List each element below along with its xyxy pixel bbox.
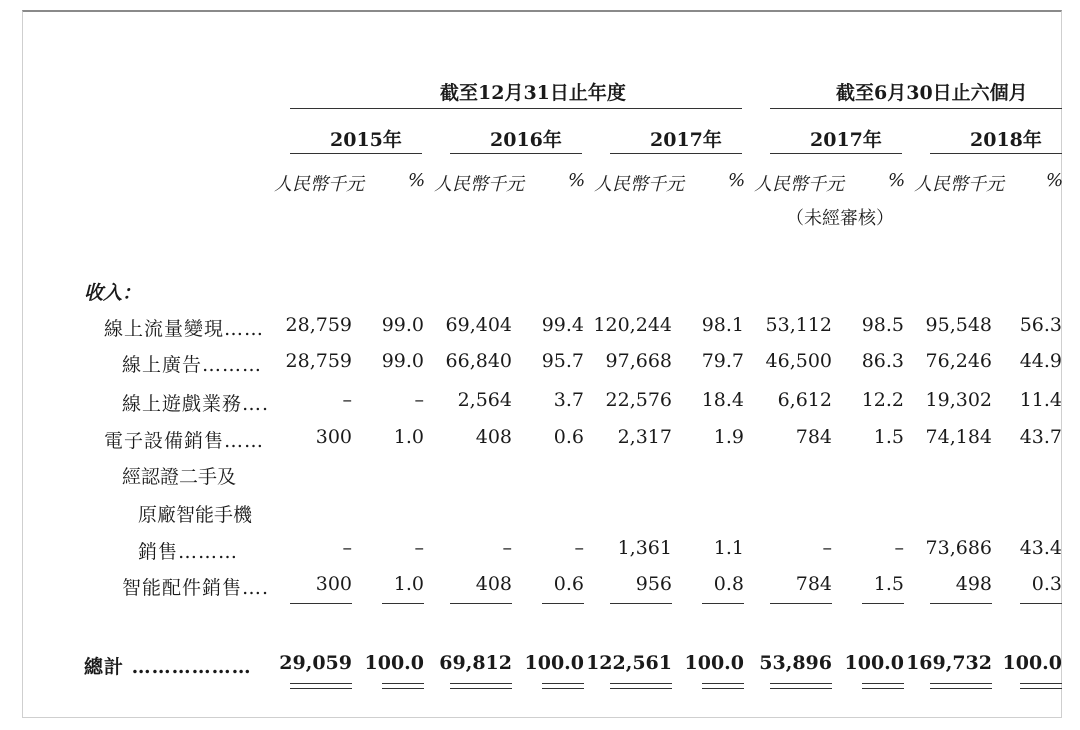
year-rule — [770, 153, 902, 154]
table-cell: 408 — [475, 573, 512, 595]
column-total-double-rule — [770, 683, 832, 689]
table-cell: 11.4 — [1019, 389, 1062, 411]
column-subtotal-rule — [862, 603, 904, 604]
table-cell: 28,759 — [285, 350, 352, 372]
column-subtotal-rule — [702, 603, 744, 604]
table-cell: 95,548 — [925, 314, 992, 336]
table-cell: 28,759 — [285, 314, 352, 336]
column-total-double-rule — [610, 683, 672, 689]
unit-rmb-header: 人民幣千元 — [434, 174, 524, 195]
year-rule — [610, 153, 742, 154]
six-month-group-header: 截至6月30日止六個月 — [836, 82, 1028, 104]
table-cell: 1.0 — [393, 573, 424, 595]
row-label: 原廠智能手機 — [138, 504, 253, 526]
row-label: 線上廣告……… — [122, 354, 263, 376]
table-cell: 56.3 — [1019, 314, 1062, 336]
unit-pct-header: % — [408, 170, 426, 191]
table-cell: 1.9 — [713, 426, 744, 448]
row-label: 電子設備銷售…… — [104, 430, 265, 452]
table-cell: 43.4 — [1019, 537, 1062, 559]
table-cell: 76,246 — [925, 350, 992, 372]
table-cell: 99.0 — [381, 350, 424, 372]
total-cell: 100.0 — [684, 652, 744, 674]
total-cell: 69,812 — [439, 652, 512, 674]
table-cell: 1.1 — [713, 537, 744, 559]
total-cell: 100.0 — [364, 652, 424, 674]
table-cell: 784 — [795, 426, 832, 448]
table-cell: 956 — [635, 573, 672, 595]
year-header: 2018年 — [970, 129, 1042, 151]
row-label: 經認證二手及 — [122, 466, 237, 488]
table-cell: – — [502, 537, 512, 559]
table-cell: 43.7 — [1019, 426, 1062, 448]
table-cell: 19,302 — [925, 389, 992, 411]
total-cell: 169,732 — [906, 652, 992, 674]
table-cell: 2,564 — [457, 389, 512, 411]
table-cell: 1.0 — [393, 426, 424, 448]
unit-rmb-header: 人民幣千元 — [754, 174, 844, 195]
column-total-double-rule — [542, 683, 584, 689]
unit-pct-header: % — [568, 170, 586, 191]
table-cell: 498 — [955, 573, 992, 595]
year-rule — [290, 153, 422, 154]
total-cell: 100.0 — [1002, 652, 1062, 674]
column-subtotal-rule — [930, 603, 992, 604]
table-cell: 46,500 — [765, 350, 832, 372]
table-cell: 22,576 — [605, 389, 672, 411]
total-cell: 100.0 — [524, 652, 584, 674]
column-total-double-rule — [382, 683, 424, 689]
row-label: 線上流量變現…… — [104, 318, 265, 340]
year-end-group-header: 截至12月31日止年度 — [440, 82, 626, 104]
column-subtotal-rule — [290, 603, 352, 604]
table-cell: 73,686 — [925, 537, 992, 559]
column-subtotal-rule — [770, 603, 832, 604]
year-header: 2017年 — [650, 129, 722, 151]
table-cell: 1.5 — [873, 426, 904, 448]
table-cell: – — [822, 537, 832, 559]
table-cell: 53,112 — [765, 314, 832, 336]
table-cell: – — [414, 389, 424, 411]
column-total-double-rule — [290, 683, 352, 689]
column-subtotal-rule — [1020, 603, 1062, 604]
table-cell: 120,244 — [593, 314, 672, 336]
section-label-revenue: 收入： — [84, 282, 142, 304]
row-label: 銷售……… — [138, 541, 239, 563]
table-cell: 3.7 — [553, 389, 584, 411]
table-cell: 1,361 — [617, 537, 672, 559]
table-cell: 0.6 — [553, 573, 584, 595]
table-cell: 97,668 — [605, 350, 672, 372]
table-cell: 99.0 — [381, 314, 424, 336]
table-cell: 1.5 — [873, 573, 904, 595]
total-label: 總計 ……………… — [84, 656, 252, 678]
total-cell: 100.0 — [844, 652, 904, 674]
table-cell: 98.1 — [701, 314, 744, 336]
table-cell: 300 — [315, 426, 352, 448]
year-rule — [450, 153, 582, 154]
total-cell: 53,896 — [759, 652, 832, 674]
column-total-double-rule — [930, 683, 992, 689]
table-cell: 69,404 — [445, 314, 512, 336]
column-total-double-rule — [1020, 683, 1062, 689]
table-cell: 784 — [795, 573, 832, 595]
year-end-group-rule — [290, 108, 742, 109]
row-label: 智能配件銷售…. — [122, 577, 270, 599]
column-subtotal-rule — [450, 603, 512, 604]
table-cell: 95.7 — [541, 350, 584, 372]
year-header: 2017年 — [810, 129, 882, 151]
table-cell: 66,840 — [445, 350, 512, 372]
year-header: 2015年 — [330, 129, 402, 151]
table-cell: 408 — [475, 426, 512, 448]
year-header: 2016年 — [490, 129, 562, 151]
unit-pct-header: % — [1046, 170, 1064, 191]
unit-pct-header: % — [728, 170, 746, 191]
column-subtotal-rule — [610, 603, 672, 604]
table-cell: – — [414, 537, 424, 559]
table-cell: 12.2 — [861, 389, 904, 411]
unit-rmb-header: 人民幣千元 — [914, 174, 1004, 195]
column-total-double-rule — [450, 683, 512, 689]
table-cell: 99.4 — [541, 314, 584, 336]
row-label: 線上遊戲業務…. — [122, 393, 270, 415]
year-rule — [930, 153, 1062, 154]
table-cell: – — [342, 389, 352, 411]
table-cell: – — [342, 537, 352, 559]
table-cell: – — [574, 537, 584, 559]
total-cell: 122,561 — [586, 652, 672, 674]
six-month-group-rule — [770, 108, 1062, 109]
table-cell: 300 — [315, 573, 352, 595]
table-cell: 74,184 — [925, 426, 992, 448]
table-cell: 0.6 — [553, 426, 584, 448]
unit-rmb-header: 人民幣千元 — [594, 174, 684, 195]
table-cell: 18.4 — [701, 389, 744, 411]
table-cell: – — [894, 537, 904, 559]
table-cell: 6,612 — [777, 389, 832, 411]
table-cell: 0.3 — [1031, 573, 1062, 595]
table-cell: 79.7 — [701, 350, 744, 372]
column-total-double-rule — [702, 683, 744, 689]
column-total-double-rule — [862, 683, 904, 689]
table-cell: 44.9 — [1019, 350, 1062, 372]
unit-pct-header: % — [888, 170, 906, 191]
table-cell: 0.8 — [713, 573, 744, 595]
total-cell: 29,059 — [279, 652, 352, 674]
unaudited-note: （未經審核） — [786, 208, 894, 229]
column-subtotal-rule — [382, 603, 424, 604]
column-subtotal-rule — [542, 603, 584, 604]
table-cell: 2,317 — [617, 426, 672, 448]
table-cell: 86.3 — [861, 350, 904, 372]
table-cell: 98.5 — [861, 314, 904, 336]
unit-rmb-header: 人民幣千元 — [274, 174, 364, 195]
